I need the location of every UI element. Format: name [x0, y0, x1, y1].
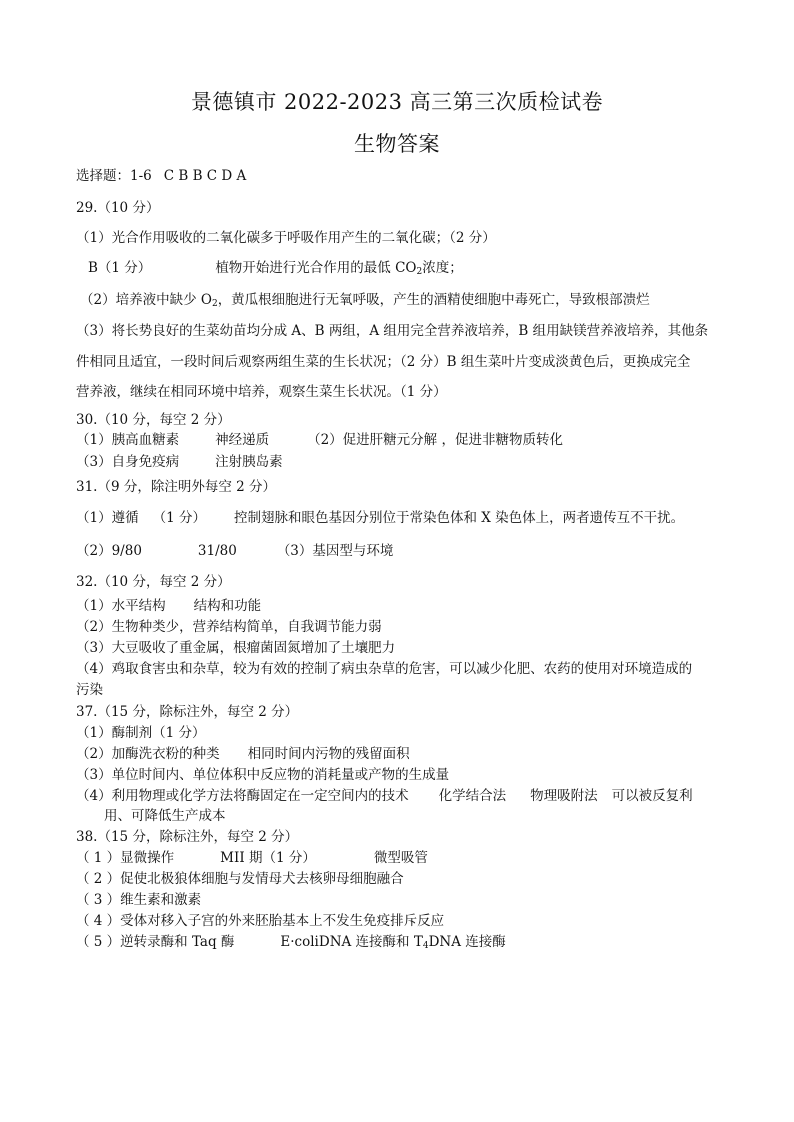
q37-line2: [76, 744, 410, 764]
q32-line1: [76, 596, 261, 616]
q30-l2-b: 注射胰岛素: [215, 454, 283, 470]
q38-line5: [76, 932, 506, 952]
q29-part1b: [88, 258, 463, 278]
q38-line2: （ 2 ）促使北极狼体细胞与发情母犬去核卵母细胞融合: [76, 871, 404, 887]
q38-l5-a: （ 5 ）逆转录酶和 Taq 酶: [76, 934, 235, 950]
q31-l1-b: （1 分）: [152, 510, 206, 526]
q37-line4: [76, 786, 693, 806]
mc-answers: C B B C D A: [163, 168, 247, 184]
q29-part3-line3: 营养液，继续在相同环境中培养，观察生菜生长状况。（1 分）: [76, 384, 447, 400]
q31-l2-c: （3）基因型与环境: [276, 543, 394, 559]
q38-l1-b: MII 期（1 分）: [220, 850, 316, 866]
q29-part1b-b: 植物开始进行光合作用的最低 CO: [215, 260, 417, 276]
q32-l1-a: （1）水平结构: [76, 598, 166, 614]
q31-l1-c: 控制翅脉和眼色基因分别位于常染色体和 X 染色体上，两者遗传互不干扰。: [233, 510, 685, 526]
q29-part2-sub: 2: [211, 299, 218, 309]
q30-line1: [76, 430, 563, 450]
q38-l5-b: E·coliDNA 连接酶和 T: [280, 934, 423, 950]
q37-l4-c: 物理吸附法: [530, 788, 598, 804]
q31-heading: 31.（9 分，除注明外每空 2 分）: [76, 479, 277, 495]
q29-part2: [80, 290, 650, 310]
q29-heading: 29.（10 分）: [76, 200, 160, 216]
page-title: 景德镇市 2022-2023 高三第三次质检试卷: [190, 90, 604, 114]
q30-line2: [76, 452, 283, 472]
q37-l4-d: 可以被反复利: [611, 788, 693, 804]
q30-l1-a: （1）胰高血糖素: [76, 432, 180, 448]
page-subtitle: 生物答案: [354, 132, 440, 156]
q32-line4: （4）鸡取食害虫和杂草，较为有效的控制了病虫杂草的危害，可以减少化肥、农药的使用对环境造成的: [76, 661, 693, 677]
q38-line1: [76, 848, 428, 868]
q31-l1-a: （1）遵循: [76, 510, 139, 526]
q32-line2: （2）生物种类少，营养结构简单，自我调节能力弱: [76, 619, 382, 635]
q29-part1: （1）光合作用吸收的二氧化碳多于呼吸作用产生的二氧化碳；（2 分）: [76, 230, 496, 246]
q38-heading: 38.（15 分，除标注外，每空 2 分）: [76, 829, 299, 845]
q37-l2-b: 相同时间内污物的残留面积: [247, 746, 410, 762]
q29-part3-line1: （3）将长势良好的生菜幼苗均分成 A、B 两组，A 组用完全营养液培养，B 组用缺镁营养液培养，其他条: [76, 323, 709, 339]
q30-l1-c: （2）促进肝糖元分解 ，促进非糖物质转化: [307, 432, 563, 448]
mc-label: 选择题：1-6: [76, 168, 152, 184]
q31-line2: [76, 541, 393, 561]
q37-l2-a: （2）加酶洗衣粉的种类: [76, 746, 220, 762]
q38-line3: （ 3 ）维生素和激素: [76, 892, 202, 908]
mc-line: [76, 166, 246, 186]
q37-l4-a: （4）利用物理或化学方法将酶固定在一定空间内的技术: [76, 788, 409, 804]
q38-l1-a: （ 1 ）显微操作: [76, 850, 175, 866]
q30-l1-b: 神经递质: [215, 432, 270, 448]
q32-line4-cont: 污染: [76, 682, 103, 698]
q30-l2-a: （3）自身免疫病: [76, 454, 180, 470]
q37-l4-b: 化学结合法: [438, 788, 507, 804]
q29-part1b-a: B（1 分）: [88, 260, 152, 276]
q31-l2-b: 31/80: [197, 543, 237, 559]
q38-l5-sub: 4: [422, 941, 429, 951]
q37-heading: 37.（15 分，除标注外，每空 2 分）: [76, 704, 299, 720]
q37-line3: （3）单位时间内、单位体积中反应物的消耗量或产物的生成量: [76, 767, 450, 783]
q38-l5-c: DNA 连接酶: [428, 934, 506, 950]
q32-line3: （3）大豆吸收了重金属，根瘤菌固氮增加了土壤肥力: [76, 640, 396, 656]
q29-part2-a: （2）培养液中缺少 O: [80, 292, 212, 308]
q30-heading: 30.（10 分，每空 2 分）: [76, 412, 231, 428]
q38-line4: （ 4 ）受体对移入子宫的外来胚胎基本上不发生免疫排斥反应: [76, 913, 445, 929]
q37-line1: （1）酶制剂（1 分）: [76, 725, 206, 741]
q38-l1-c: 微型吸管: [373, 850, 428, 866]
q29-part3-line2: 件相同且适宜，一段时间后观察两组生菜的生长状况；（2 分）B 组生菜叶片变成淡黄色后，更换成完全: [76, 354, 691, 370]
q32-heading: 32.（10 分，每空 2 分）: [76, 574, 231, 590]
q32-l1-b: 结构和功能: [193, 598, 262, 614]
q31-l2-a: （2）9/80: [76, 543, 142, 559]
q29-part1b-sub: 2: [416, 267, 423, 277]
q31-line1: [76, 508, 684, 528]
q37-line4-cont: 用、可降低生产成本: [104, 808, 226, 824]
q29-part2-b: ，黄瓜根细胞进行无氧呼吸，产生的酒精使细胞中毒死亡，导致根部溃烂: [217, 292, 650, 308]
q29-part1b-c: 浓度；: [422, 260, 463, 276]
